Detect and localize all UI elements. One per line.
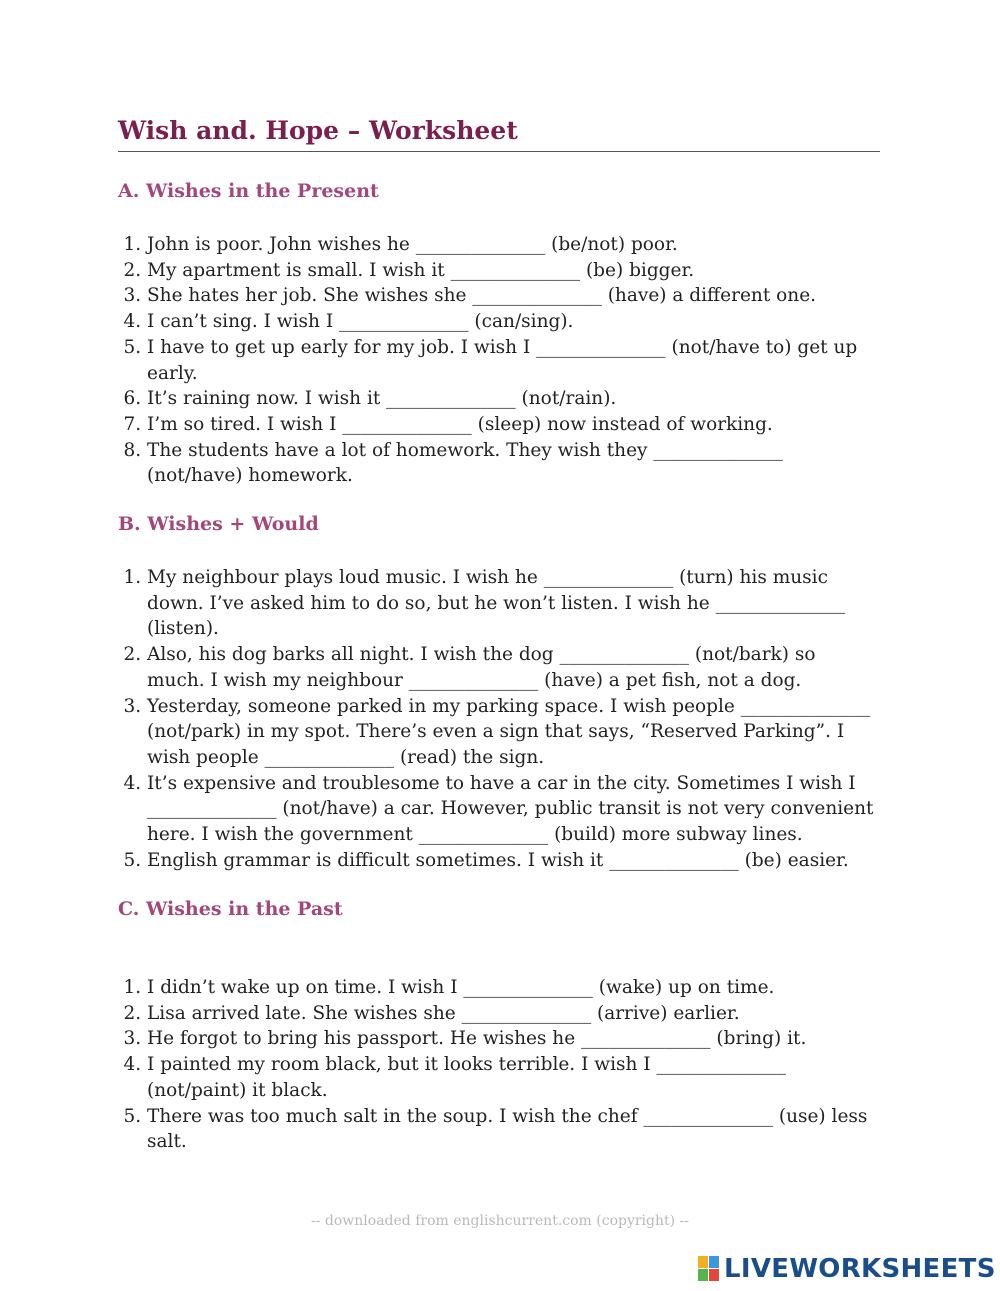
section-wishes-would	[118, 513, 878, 873]
section-heading: A. Wishes in the Present	[118, 180, 379, 202]
title-divider	[118, 151, 880, 152]
section-wishes-present	[118, 180, 878, 489]
exercise-list	[118, 565, 878, 873]
page-title: Wish and. Hope – Worksheet	[118, 116, 518, 145]
logo-text: LIVEWORKSHEETS	[724, 1254, 996, 1284]
exercise-item: 7. I’m so tired. I wish I ______________ (sleep) now instead of working.	[147, 412, 878, 438]
exercise-item: 5. English grammar is difficult sometimes. I wish it ______________ (be) easier.	[147, 848, 878, 874]
exercise-item: 2. Lisa arrived late. She wishes she ______________ (arrive) earlier.	[147, 1001, 878, 1027]
exercise-item: 2. Also, his dog barks all night. I wish the dog ______________ (not/bark) so much. I wish my neighbour ______________ (have) a pet fish, not a dog.	[147, 642, 878, 693]
section-wishes-past	[118, 898, 878, 1155]
exercise-item: 6. It’s raining now. I wish it ______________ (not/rain).	[147, 386, 878, 412]
exercise-list	[118, 232, 878, 489]
exercise-item: 1. John is poor. John wishes he ______________ (be/not) poor.	[147, 232, 878, 258]
exercise-item: 4. I can’t sing. I wish I ______________ (can/sing).	[147, 309, 878, 335]
section-heading: C. Wishes in the Past	[118, 898, 343, 920]
exercise-item: 8. The students have a lot of homework. They wish they ______________ (not/have) homework.	[147, 438, 878, 489]
exercise-item: 5. There was too much salt in the soup. I wish the chef ______________ (use) less salt.	[147, 1104, 878, 1155]
exercise-item: 4. It’s expensive and troublesome to have a car in the city. Sometimes I wish I ______________ (not/have) a car. However, public transit is not very convenient here. I wish the government ______________ (build) more subway lines.	[147, 771, 878, 848]
exercise-item: 5. I have to get up early for my job. I wish I ______________ (not/have to) get up early.	[147, 335, 878, 386]
exercise-item: 3. She hates her job. She wishes she ______________ (have) a different one.	[147, 283, 878, 309]
exercise-item: 3. Yesterday, someone parked in my parking space. I wish people ______________ (not/park) in my spot. There’s even a sign that says, “Reserved Parking”. I wish people ______________ (read) the sign.	[147, 694, 878, 771]
copyright-footer: -- downloaded from englishcurrent.com (copyright) --	[310, 1213, 690, 1229]
exercise-item: 1. My neighbour plays loud music. I wish he ______________ (turn) his music down. I’ve asked him to do so, but he won’t listen. I wish he ______________ (listen).	[147, 565, 878, 642]
exercise-item: 4. I painted my room black, but it looks terrible. I wish I ______________ (not/paint) it black.	[147, 1052, 878, 1103]
liveworksheets-logo[interactable]	[698, 1254, 996, 1284]
exercise-list	[118, 975, 878, 1155]
exercise-item: 3. He forgot to bring his passport. He wishes he ______________ (bring) it.	[147, 1026, 878, 1052]
exercise-item: 2. My apartment is small. I wish it ______________ (be) bigger.	[147, 258, 878, 284]
logo-blocks-icon	[698, 1256, 720, 1282]
section-heading: B. Wishes + Would	[118, 513, 319, 535]
exercise-item: 1. I didn’t wake up on time. I wish I ______________ (wake) up on time.	[147, 975, 878, 1001]
